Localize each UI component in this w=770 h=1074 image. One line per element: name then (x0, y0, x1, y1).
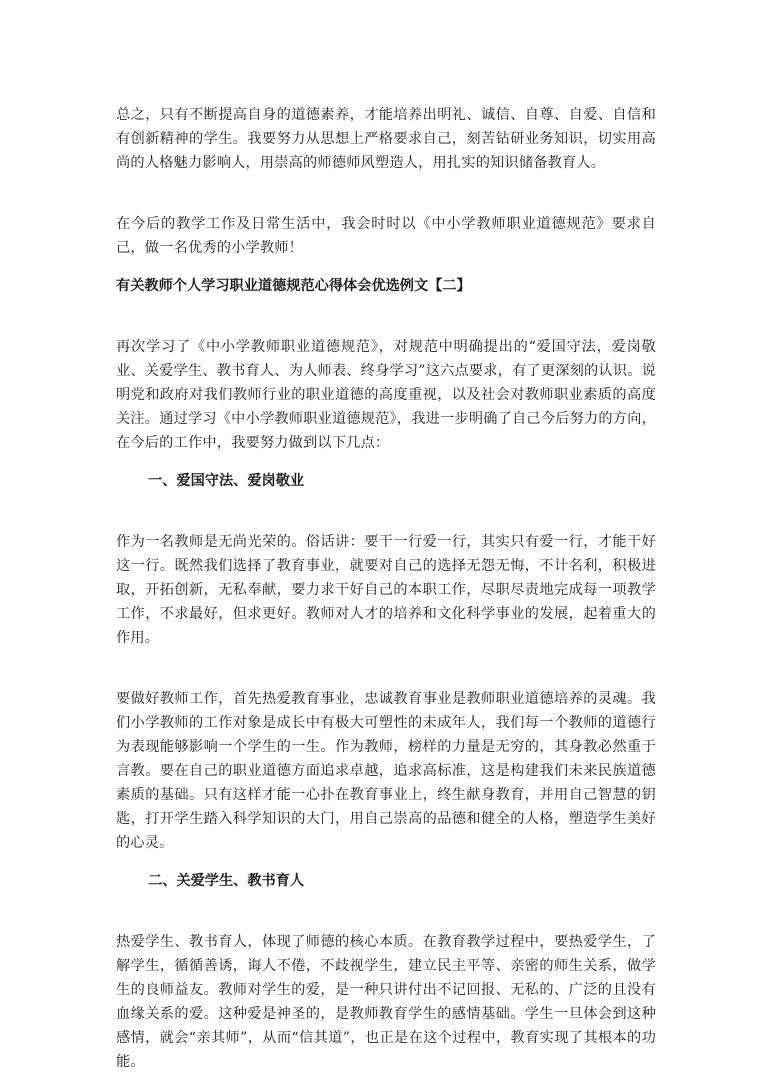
subheading-one: 一、爱国守法、爱岗敬业 (148, 473, 305, 489)
spacer (116, 893, 656, 930)
document-page (116, 103, 656, 1074)
paragraph-dedication: 要做好教师工作，首先热爱教育事业，忠诚教育事业是教师职业道德培养的灵魂。我们小学教师的工作对象是成长中有极大可塑性的未成年人，我们每一个教师的道德行为表现能够影响一个学生的一生。作为教师，榜样的力量是无穷的，其身教必然重于言教。要在自己的职业道德方面追求卓越，追求高标准，这是构建我们未来民族道德素质的基础。只有这样才能一心扑在教育事业上，终生献身教育，并用自己智慧的钥匙，打开学生踏入科学知识的大门，用自己崇高的品德和健全的人格，塑造学生美好的心灵。 (116, 691, 656, 851)
spacer (116, 455, 656, 469)
paragraph-future-work: 在今后的教学工作及日常生活中，我会时时以《中小学教师职业道德规范》要求自己，做一名优秀的小学教师！ (116, 216, 656, 256)
paragraph-care-students: 热爱学生、教书育人，体现了师德的核心本质。在教育教学过程中，要热爱学生，了解学生，循循善诱，诲人不倦，不歧视学生，建立民主平等、亲密的师生关系，做学生的良师益友。教师对学生的爱，是一种只讲付出不记回报、无私的、广泛的且没有血缘关系的爱。这种爱是神圣的，是教师教育学生的感情基础。学生一旦体会到这种感情，就会“亲其师”，从而“信其道”，也正是在这个过程中，教育实现了其根本的功能。 (116, 934, 656, 1070)
paragraph-profession: 作为一名教师是无尚光荣的。俗话讲：要干一行爱一行，其实只有爱一行，才能干好这一行。既然我们选择了教育事业，就要对自己的选择无怨无悔，不计名利，积极进取，开拓创新，无私奉献，要力求干好自己的本职工作，尽职尽责地完成每一项教学工作，不求最好，但求更好。教师对人才的培养和文化科学事业的发展，起着重大的作用。 (116, 534, 656, 646)
paragraph-intro: 再次学习了《中小学教师职业道德规范》，对规范中明确提出的“爱国守法，爱岗敬业、关爱学生、教书育人、为人师表、终身学习”这六点要求，有了更深刻的认识。说明党和政府对我们教师行业的职业道德的高度重视，以及社会对教师职业素质的高度关注。通过学习《中小学教师职业道德规范》，我进一步明确了自己今后努力的方向，在今后的工作中，我要努力做到以下几点： (116, 339, 656, 451)
spacer (116, 260, 656, 274)
spacer (116, 855, 656, 869)
subheading-two: 二、关爱学生、教书育人 (148, 873, 305, 889)
spacer (116, 493, 656, 530)
spacer (116, 175, 656, 212)
paragraph-conclusion: 总之，只有不断提高自身的道德素养，才能培养出明礼、诚信、自尊、自爱、自信和有创新精神的学生。我要努力从思想上严格要求自己，刻苦钻研业务知识，切实用高尚的人格魅力影响人，用崇高的师德师风塑造人，用扎实的知识储备教育人。 (116, 107, 656, 171)
spacer (116, 298, 656, 335)
section-heading: 有关教师个人学习职业道德规范心得体会优选例文【二】 (116, 278, 471, 294)
spacer (116, 650, 656, 687)
